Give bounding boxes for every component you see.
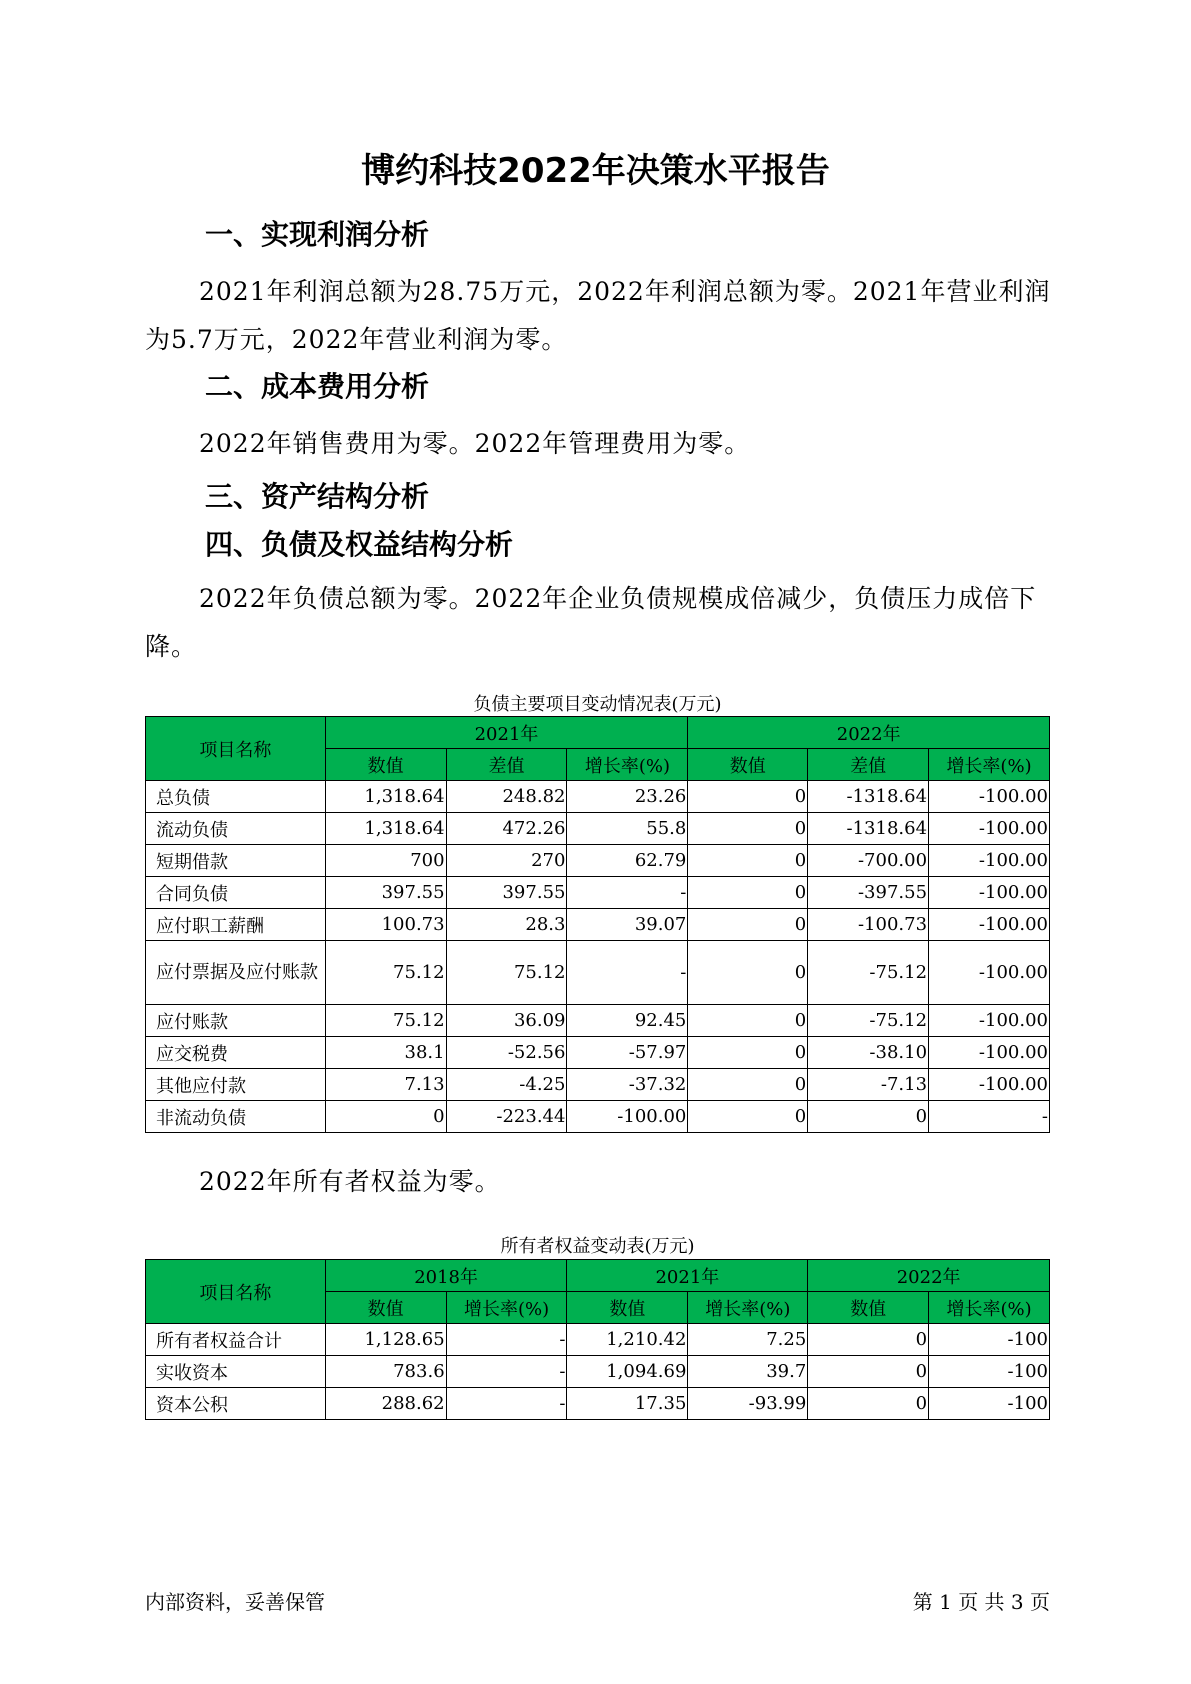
table-cell: -223.44: [446, 1101, 567, 1133]
header-growth-rate: 增长率(%): [688, 1292, 808, 1324]
table-cell: 100.73: [325, 909, 446, 941]
equity-table-caption: 所有者权益变动表(万元): [500, 1236, 695, 1257]
header-year: 2018年: [325, 1260, 567, 1292]
table-cell: 397.55: [325, 877, 446, 909]
table-cell: 700: [325, 845, 446, 877]
table-row: [146, 1101, 1050, 1133]
table-cell: -700.00: [808, 845, 929, 877]
table-cell: -100.00: [929, 845, 1050, 877]
footer-confidential-note: 内部资料，妥善保管: [145, 1590, 325, 1614]
table-cell: 0: [808, 1356, 929, 1388]
table-cell: -52.56: [446, 1037, 567, 1069]
table-cell: -100.00: [929, 1005, 1050, 1037]
row-label: 应交税费: [146, 1037, 326, 1069]
table-cell: 397.55: [446, 877, 567, 909]
table-row: [146, 813, 1050, 845]
section-heading-assets: 三、资产结构分析: [205, 480, 430, 513]
table-cell: 248.82: [446, 781, 567, 813]
row-label: 短期借款: [146, 845, 326, 877]
table-cell: -100.00: [929, 941, 1050, 1005]
table-cell: 1,318.64: [325, 813, 446, 845]
table-cell: -100: [929, 1388, 1050, 1420]
table-row: [146, 781, 1050, 813]
table-cell: 0: [688, 845, 808, 877]
liability-table: [145, 716, 1050, 1133]
table-cell: -: [446, 1388, 567, 1420]
table-cell: 55.8: [567, 813, 688, 845]
row-label: 合同负债: [146, 877, 326, 909]
table-cell: 472.26: [446, 813, 567, 845]
table-cell: -100: [929, 1324, 1050, 1356]
table-cell: 1,128.65: [325, 1324, 446, 1356]
table-row: [146, 845, 1050, 877]
header-value: 数值: [567, 1292, 688, 1324]
table-cell: -93.99: [688, 1388, 808, 1420]
table-row: [146, 1037, 1050, 1069]
row-label: 应付职工薪酬: [146, 909, 326, 941]
row-label: 非流动负债: [146, 1101, 326, 1133]
table-cell: 0: [688, 909, 808, 941]
table-cell: 0: [688, 1005, 808, 1037]
table-cell: 17.35: [567, 1388, 688, 1420]
table-cell: 7.13: [325, 1069, 446, 1101]
row-label: 应付账款: [146, 1005, 326, 1037]
section-heading-liabilities: 四、负债及权益结构分析: [205, 528, 514, 561]
equity-table-body: [146, 1324, 1050, 1420]
equity-table: [145, 1259, 1050, 1420]
row-label: 资本公积: [146, 1388, 326, 1420]
table-cell: -: [567, 877, 688, 909]
section-heading-profit: 一、实现利润分析: [205, 218, 430, 251]
table-cell: 783.6: [325, 1356, 446, 1388]
table-cell: 62.79: [567, 845, 688, 877]
table-cell: -7.13: [808, 1069, 929, 1101]
footer-page-number: 第 1 页 共 3 页: [912, 1590, 1050, 1614]
table-cell: 1,094.69: [567, 1356, 688, 1388]
table-cell: 38.1: [325, 1037, 446, 1069]
table-cell: -100.00: [929, 877, 1050, 909]
header-value: 数值: [325, 1292, 446, 1324]
table-cell: 75.12: [446, 941, 567, 1005]
table-cell: 7.25: [688, 1324, 808, 1356]
table-row: [146, 1069, 1050, 1101]
table-cell: 36.09: [446, 1005, 567, 1037]
table-cell: -75.12: [808, 1005, 929, 1037]
table-cell: -: [567, 941, 688, 1005]
table-cell: 39.7: [688, 1356, 808, 1388]
header-year: 2021年: [567, 1260, 808, 1292]
header-growth-rate: 增长率(%): [929, 749, 1050, 781]
table-cell: -100.73: [808, 909, 929, 941]
row-label: 应付票据及应付账款: [146, 941, 326, 1005]
row-label: 总负债: [146, 781, 326, 813]
liability-table-body: [146, 781, 1050, 1133]
table-cell: 0: [688, 1037, 808, 1069]
table-cell: 0: [688, 877, 808, 909]
table-cell: -: [446, 1324, 567, 1356]
table-cell: -38.10: [808, 1037, 929, 1069]
table-cell: 0: [688, 781, 808, 813]
table-cell: 23.26: [567, 781, 688, 813]
table-cell: 75.12: [325, 941, 446, 1005]
header-value: 数值: [688, 749, 808, 781]
table-cell: -100.00: [929, 1069, 1050, 1101]
header-value: 数值: [325, 749, 446, 781]
liability-table-caption: 负债主要项目变动情况表(万元): [473, 694, 722, 715]
table-row: [146, 909, 1050, 941]
table-cell: -75.12: [808, 941, 929, 1005]
row-label: 实收资本: [146, 1356, 326, 1388]
table-cell: -397.55: [808, 877, 929, 909]
table-cell: 0: [808, 1324, 929, 1356]
header-value: 数值: [808, 1292, 929, 1324]
table-cell: -100.00: [929, 781, 1050, 813]
row-label: 所有者权益合计: [146, 1324, 326, 1356]
section-heading-cost: 二、成本费用分析: [205, 370, 430, 403]
table-cell: 270: [446, 845, 567, 877]
table-cell: -1318.64: [808, 781, 929, 813]
paragraph-profit: 2021年利润总额为28.75万元，2022年利润总额为零。2021年营业利润为5.7万元，2022年营业利润为零。: [145, 277, 1051, 354]
header-item-name: 项目名称: [146, 717, 326, 781]
table-cell: 0: [808, 1101, 929, 1133]
header-growth-rate: 增长率(%): [567, 749, 688, 781]
table-cell: 28.3: [446, 909, 567, 941]
row-label: 流动负债: [146, 813, 326, 845]
table-cell: 0: [688, 1101, 808, 1133]
table-cell: 39.07: [567, 909, 688, 941]
table-cell: -100.00: [567, 1101, 688, 1133]
table-row: [146, 1005, 1050, 1037]
table-cell: -100.00: [929, 813, 1050, 845]
table-cell: -1318.64: [808, 813, 929, 845]
table-cell: -100.00: [929, 1037, 1050, 1069]
header-year: 2022年: [808, 1260, 1050, 1292]
paragraph-equity: 2022年所有者权益为零。: [199, 1167, 501, 1196]
table-row: [146, 941, 1050, 1005]
table-cell: -37.32: [567, 1069, 688, 1101]
table-cell: 75.12: [325, 1005, 446, 1037]
table-cell: -57.97: [567, 1037, 688, 1069]
header-year: 2021年: [325, 717, 688, 749]
header-item-name: 项目名称: [146, 1260, 326, 1324]
report-title: 博约科技2022年决策水平报告: [361, 151, 830, 191]
header-year: 2022年: [688, 717, 1050, 749]
table-cell: 1,318.64: [325, 781, 446, 813]
table-cell: 0: [688, 1069, 808, 1101]
header-growth-rate: 增长率(%): [446, 1292, 567, 1324]
table-cell: 0: [808, 1388, 929, 1420]
table-row: [146, 877, 1050, 909]
paragraph-cost: 2022年销售费用为零。2022年管理费用为零。: [199, 429, 751, 458]
table-cell: 0: [688, 813, 808, 845]
table-cell: 288.62: [325, 1388, 446, 1420]
table-cell: 1,210.42: [567, 1324, 688, 1356]
header-difference: 差值: [808, 749, 929, 781]
table-cell: -: [929, 1101, 1050, 1133]
table-cell: 0: [688, 941, 808, 1005]
row-label: 其他应付款: [146, 1069, 326, 1101]
table-cell: -100.00: [929, 909, 1050, 941]
table-cell: 0: [325, 1101, 446, 1133]
table-row: [146, 1356, 1050, 1388]
paragraph-liabilities: 2022年负债总额为零。2022年企业负债规模成倍减少，负债压力成倍下降。: [145, 584, 1037, 661]
table-cell: 92.45: [567, 1005, 688, 1037]
table-cell: -100: [929, 1356, 1050, 1388]
header-difference: 差值: [446, 749, 567, 781]
table-row: [146, 1324, 1050, 1356]
table-row: [146, 1388, 1050, 1420]
header-growth-rate: 增长率(%): [929, 1292, 1050, 1324]
table-cell: -4.25: [446, 1069, 567, 1101]
table-cell: -: [446, 1356, 567, 1388]
